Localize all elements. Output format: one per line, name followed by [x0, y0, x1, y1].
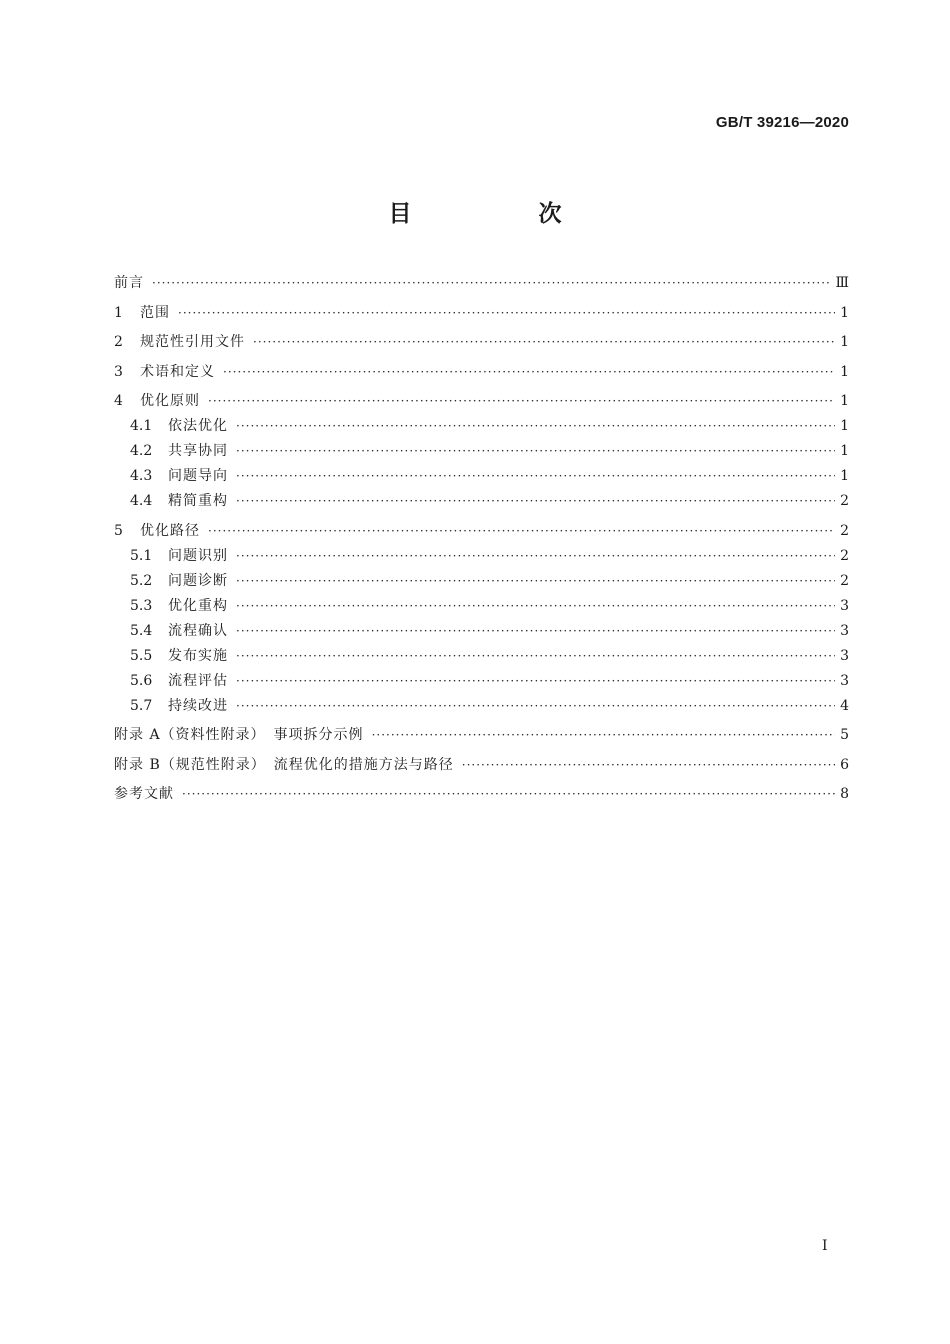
toc-entry-title: 范围	[140, 304, 170, 321]
dot-leader	[223, 360, 835, 385]
toc-entry-title: 优化原则	[140, 393, 200, 409]
toc-entry-title: 参考文献	[114, 786, 174, 802]
toc-entry-title: 附录 B（规范性附录） 流程优化的措施方法与路径	[114, 756, 454, 773]
toc-entry-number: 4.4	[130, 493, 153, 509]
toc-entry-number: 5.1	[130, 547, 153, 564]
dot-leader	[208, 389, 835, 414]
toc-entry-page: 2	[840, 572, 849, 589]
toc-entry-number: 5.2	[130, 572, 153, 589]
toc-entry-number: 5.7	[130, 697, 153, 714]
toc-entry[interactable]	[114, 389, 849, 414]
dot-leader	[236, 669, 835, 694]
toc-entry[interactable]	[114, 782, 849, 807]
toc-entry-page: 6	[840, 756, 849, 773]
table-of-contents	[114, 271, 849, 807]
toc-entry-title: 前言	[114, 275, 144, 291]
toc-entry-page: 1	[840, 468, 849, 484]
toc-entry[interactable]	[114, 669, 849, 694]
toc-entry-number: 5	[114, 522, 123, 539]
toc-entry-number: 4.3	[130, 468, 153, 484]
toc-entry-title: 持续改进	[168, 697, 228, 714]
toc-entry-page: 1	[840, 418, 849, 434]
toc-entry-title: 流程评估	[168, 672, 228, 689]
toc-entry[interactable]	[114, 644, 849, 669]
toc-entry[interactable]	[114, 694, 849, 719]
dot-leader	[236, 464, 835, 489]
toc-entry-page: 2	[840, 493, 849, 509]
toc-entry-page: 3	[840, 622, 849, 639]
page-number: I	[822, 1238, 828, 1254]
toc-entry[interactable]	[114, 519, 849, 544]
toc-entry-page: 1	[840, 393, 849, 409]
toc-entry[interactable]	[114, 619, 849, 644]
dot-leader	[236, 489, 835, 514]
toc-entry-number: 3	[114, 363, 123, 380]
toc-entry-number: 5.6	[130, 672, 153, 689]
dot-leader	[462, 753, 835, 778]
toc-entry-number: 4.1	[130, 418, 153, 434]
toc-entry-page: 4	[840, 697, 849, 714]
toc-entry-page: 5	[840, 727, 849, 743]
toc-entry-number: 1	[114, 304, 123, 321]
toc-entry-title: 优化路径	[140, 522, 200, 539]
dot-leader	[208, 519, 835, 544]
standard-code: GB/T 39216—2020	[715, 114, 849, 131]
toc-entry[interactable]	[114, 271, 849, 296]
toc-entry-page: 8	[840, 786, 849, 802]
toc-entry-title: 问题诊断	[168, 572, 228, 589]
dot-leader	[253, 330, 835, 355]
toc-entry[interactable]	[114, 723, 849, 748]
toc-entry-page: 2	[840, 522, 849, 539]
toc-entry[interactable]	[114, 544, 849, 569]
toc-entry-page: 2	[840, 547, 849, 564]
toc-entry-page: 1	[840, 443, 849, 459]
dot-leader	[236, 644, 835, 669]
dot-leader	[236, 544, 835, 569]
dot-leader	[178, 301, 835, 326]
toc-entry-title: 问题识别	[168, 547, 228, 564]
toc-entry[interactable]	[114, 330, 849, 355]
toc-entry-number: 5.5	[130, 647, 153, 664]
toc-entry[interactable]	[114, 753, 849, 778]
toc-entry-title: 规范性引用文件	[140, 334, 245, 350]
toc-entry[interactable]	[114, 439, 849, 464]
toc-entry-title: 共享协同	[168, 443, 228, 459]
dot-leader	[236, 414, 835, 439]
toc-entry-page: 1	[840, 363, 849, 380]
toc-entry-title: 问题导向	[168, 468, 228, 484]
toc-entry-page: 1	[840, 334, 849, 350]
dot-leader	[152, 271, 831, 296]
toc-entry-number: 5.3	[130, 597, 153, 614]
toc-entry-page: Ⅲ	[835, 275, 849, 291]
toc-entry-number: 4	[114, 393, 123, 409]
toc-entry-number: 5.4	[130, 622, 153, 639]
dot-leader	[236, 569, 835, 594]
toc-title: 目 次	[388, 201, 614, 227]
dot-leader	[236, 439, 835, 464]
toc-entry-title: 流程确认	[168, 622, 228, 639]
toc-entry-title: 发布实施	[168, 647, 228, 664]
dot-leader	[372, 723, 835, 748]
toc-entry[interactable]	[114, 360, 849, 385]
dot-leader	[236, 694, 835, 719]
toc-entry[interactable]	[114, 414, 849, 439]
toc-entry-number: 2	[114, 334, 123, 350]
toc-entry-number: 4.2	[130, 443, 153, 459]
toc-entry-title: 术语和定义	[140, 363, 215, 380]
toc-entry-title: 优化重构	[168, 597, 228, 614]
toc-entry-title: 依法优化	[168, 418, 228, 434]
dot-leader	[236, 594, 835, 619]
toc-entry[interactable]	[114, 569, 849, 594]
dot-leader	[182, 782, 835, 807]
toc-entry-title: 精简重构	[168, 493, 228, 509]
toc-entry-page: 3	[840, 597, 849, 614]
toc-entry[interactable]	[114, 489, 849, 514]
toc-entry-title: 附录 A（资料性附录） 事项拆分示例	[114, 727, 364, 743]
toc-entry-page: 1	[840, 304, 849, 321]
toc-entry-page: 3	[840, 672, 849, 689]
dot-leader	[236, 619, 835, 644]
toc-entry[interactable]	[114, 301, 849, 326]
toc-entry-page: 3	[840, 647, 849, 664]
toc-entry[interactable]	[114, 464, 849, 489]
toc-entry[interactable]	[114, 594, 849, 619]
